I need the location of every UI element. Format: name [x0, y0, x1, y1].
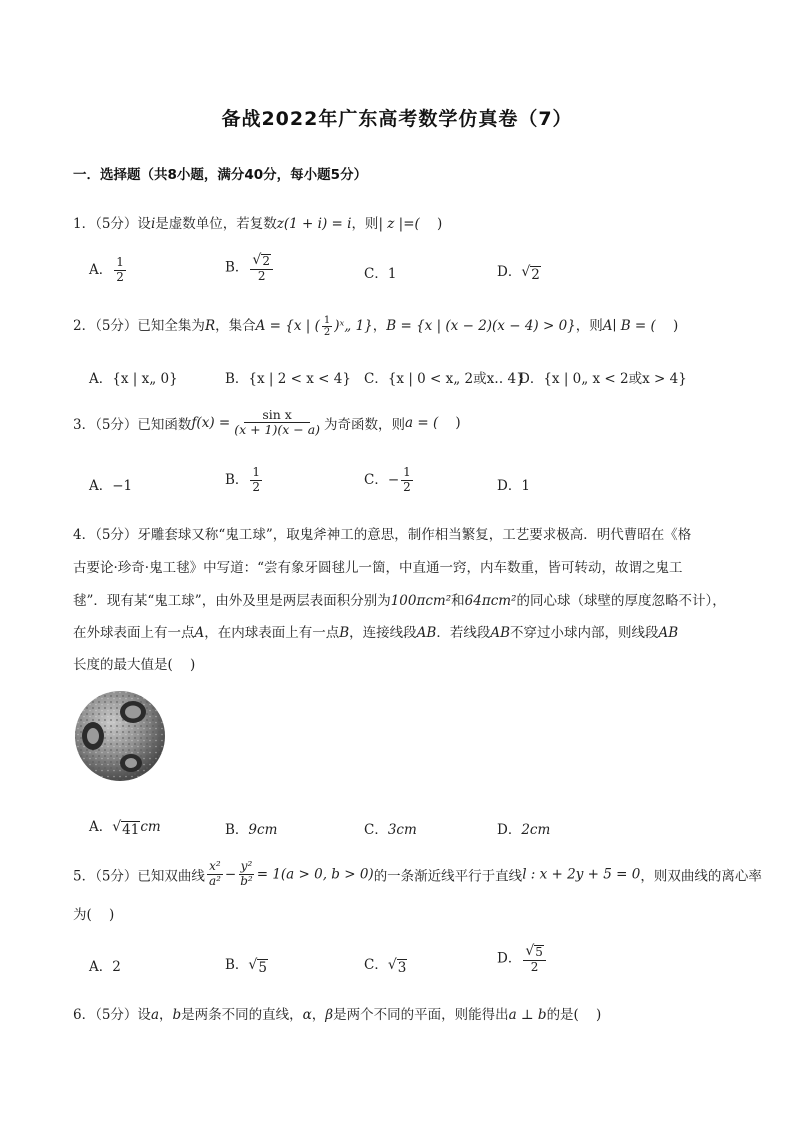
q1-option-a[interactable]: A． $\frac{1}{2}$ [89, 255, 124, 284]
q3-option-a[interactable]: A．−1 [89, 478, 133, 494]
q1-option-b[interactable]: B． √ 2 2 [225, 252, 275, 284]
q5-option-d[interactable]: D． √ 5 2 [497, 943, 548, 975]
question-4-line-3: 毬”．现有某“鬼工球”，由外及里是两层表面积分别为100πcm²和64πcm²的同心球（球壁的厚度忽略不计）， [73, 593, 726, 609]
q2-option-a[interactable]: A．{x | x„ 0} [89, 371, 178, 387]
question-4-line-5: 长度的最大值是( ) [73, 657, 196, 673]
page-title: 备战2022年广东高考数学仿真卷（7） [221, 108, 573, 130]
question-5-line-2: 为( ) [73, 907, 115, 923]
question-4-line-2: 古要论·珍奇·鬼工毬》中写道：“尝有象牙圆毬儿一箇，中直通一窍，内车数重，皆可转动，故谓之鬼工 [73, 560, 683, 576]
question-1: 1．（5分）设i是虚数单位，若复数z(1 + i) = i，则| z |=( ) [73, 216, 443, 232]
q3-option-b[interactable]: B． $\frac{1}{2}$ [225, 465, 261, 494]
question-4-line-4: 在外球表面上有一点A，在内球表面上有一点B，连接线段AB．若线段AB不穿过小球内部，则线段AB [73, 625, 679, 641]
question-6: 6．（5分）设a，b是两条不同的直线，α，β是两个不同的平面，则能得出a ⊥ b的是( ) [73, 1007, 602, 1023]
q2-option-c[interactable]: C．{x | 0 < x„ 2或x‥ 4} [364, 371, 525, 387]
q2-option-b[interactable]: B．{x | 2 < x < 4} [225, 371, 351, 387]
q3-option-c[interactable]: C．− $\frac{1}{2}$ [364, 465, 411, 494]
q4-option-a[interactable]: A． √ 41 cm [89, 819, 161, 838]
section-heading: 一．选择题（共8小题，满分40分，每小题5分） [73, 167, 368, 183]
q1-option-c[interactable]: C．1 [364, 266, 397, 282]
question-3: 3．（5分）已知函数f(x) = $\frac{\text{sin x}}{(x + 1)(x - a)}$ 为奇函数，则a = ( ) [73, 407, 461, 438]
question-5: 5．（5分）已知双曲线 $\frac{\text{x²}}{\text{a²}}$ − $\frac{\text{y²}}{\text{b²}}$ = 1(a > 0, b > 0)的一条渐近线平行于直线l : x + 2y + 5 = 0，则双曲线的离心率 [73, 859, 762, 888]
q1-option-d[interactable]: D． √ 2 [497, 264, 540, 283]
question-2: 2．（5分）已知全集为R，集合A = {x | ( $\frac{1}{2}$ )ˣ„ 1}，B = {x | (x − 2)(x − 4) > 0}，则A∣ B = ( ) [73, 314, 679, 338]
q5-option-b[interactable]: B． √ 5 [225, 957, 267, 976]
ghost-ball-image [73, 688, 168, 784]
q5-option-c[interactable]: C． √ 3 [364, 957, 407, 976]
q3-option-d[interactable]: D．1 [497, 478, 530, 494]
q5-option-a[interactable]: A．2 [89, 959, 121, 975]
q4-option-d[interactable]: D．2cm [497, 822, 551, 838]
q2-option-d[interactable]: D．{x | 0„ x < 2或x > 4} [519, 371, 687, 387]
q4-option-c[interactable]: C．3cm [364, 822, 417, 838]
q4-option-b[interactable]: B．9cm [225, 822, 278, 838]
question-4-line-1: 4．（5分）牙雕套球又称“鬼工球”，取鬼斧神工的意思，制作相当繁复，工艺要求极高．明代曹昭在《格 [73, 527, 692, 543]
